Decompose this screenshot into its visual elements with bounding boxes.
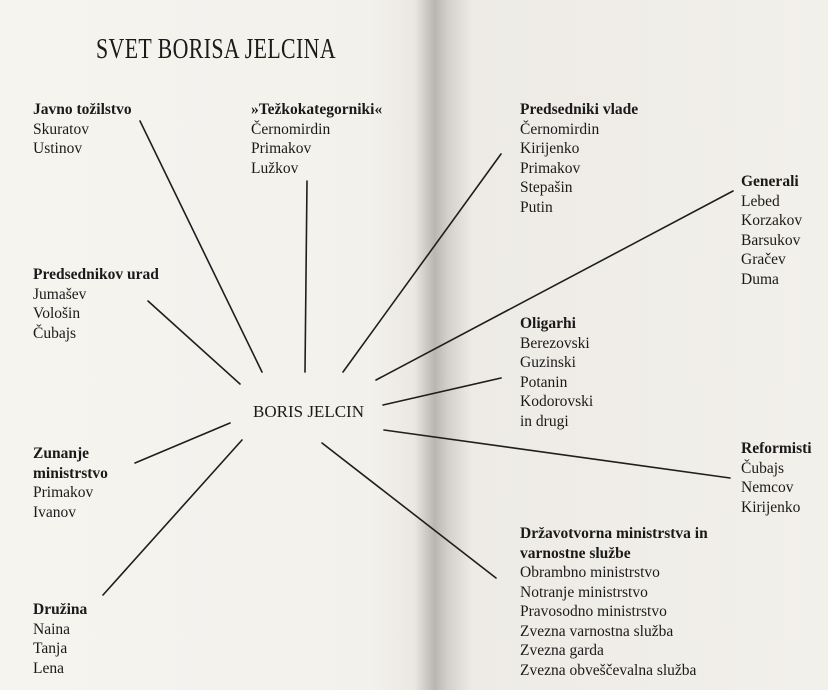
- group-member: Kodorovski: [520, 393, 594, 410]
- group-member: Obrambno ministrstvo: [520, 564, 660, 581]
- group-predsedniki-vlade: [520, 100, 638, 217]
- group-member: Ustinov: [33, 140, 83, 157]
- group-predsednikov-urad: [33, 265, 159, 343]
- group-member: Zvezna obveščevalna služba: [520, 661, 697, 679]
- group-member: Kirijenko: [520, 140, 580, 157]
- group-heading: Predsedniki vlade: [520, 101, 639, 118]
- group-member: Černomirdin: [520, 120, 600, 138]
- group-member: Jumašev: [33, 285, 87, 303]
- group-member: Černomirdin: [251, 120, 331, 138]
- group-member: Vološin: [33, 305, 81, 322]
- group-oligarhi: [520, 314, 593, 431]
- group-member: Putin: [520, 198, 553, 216]
- group-member: Notranje ministrstvo: [520, 583, 648, 601]
- group-member: Lena: [33, 659, 64, 677]
- group-member: Naina: [33, 620, 71, 638]
- group-member: Lebed: [741, 192, 780, 210]
- group-reformisti: [741, 439, 812, 517]
- group-member: Stepašin: [520, 179, 573, 196]
- group-member: Zvezna garda: [520, 642, 604, 659]
- connector-drzavotvorna: [322, 443, 496, 578]
- group-tezkokategorniki: [251, 100, 382, 178]
- group-member: Guzinski: [520, 354, 576, 371]
- group-member: Pravosodno ministrstvo: [520, 603, 667, 620]
- group-member: Ivanov: [33, 503, 77, 521]
- group-member: Barsukov: [741, 231, 801, 249]
- connector-predsednikov-urad: [148, 301, 240, 384]
- group-heading: Zunanje ministrstvo: [33, 445, 108, 482]
- connector-oligarhi: [383, 378, 501, 405]
- group-javno-tozilstvo: [33, 100, 132, 159]
- group-heading: Javno tožilstvo: [33, 101, 132, 118]
- group-member: Primakov: [251, 140, 312, 157]
- group-heading: Oligarhi: [520, 315, 576, 332]
- group-member: Kirijenko: [741, 498, 801, 516]
- group-member: Duma: [741, 270, 779, 288]
- group-heading: Predsednikov urad: [33, 266, 159, 283]
- group-member: Skuratov: [33, 120, 89, 138]
- group-heading: Generali: [741, 173, 799, 190]
- group-member: Tanja: [33, 640, 68, 657]
- diagram-title: SVET BORISA JELCINA: [96, 34, 336, 65]
- connector-predsedniki-vlade: [343, 154, 501, 372]
- group-member: Primakov: [33, 484, 94, 501]
- group-heading: Državotvorna ministrstva in varnostne službe: [520, 525, 708, 562]
- connector-reformisti: [384, 430, 730, 478]
- center-node: BORIS JELCIN: [253, 402, 364, 421]
- group-member: Čubajs: [741, 459, 785, 477]
- group-zunanje-ministrstvo: [33, 444, 153, 522]
- group-heading: »Težkokategorniki«: [251, 101, 383, 118]
- connector-tezkokategorniki: [305, 181, 307, 372]
- group-druzina: [33, 600, 87, 678]
- group-member: Korzakov: [741, 212, 803, 229]
- group-drzavotvorna-ministrstva: [520, 524, 730, 680]
- group-member: Zvezna varnostna služba: [520, 622, 674, 640]
- group-generali: [741, 172, 802, 289]
- group-heading: Reformisti: [741, 440, 812, 457]
- group-member: Berezovski: [520, 334, 590, 352]
- group-member: Nemcov: [741, 479, 794, 496]
- group-member: Lužkov: [251, 159, 299, 177]
- group-member: Potanin: [520, 373, 568, 391]
- group-heading: Družina: [33, 601, 88, 618]
- group-member: Gračev: [741, 251, 786, 268]
- group-member: Čubajs: [33, 324, 77, 342]
- group-member: Primakov: [520, 159, 581, 177]
- group-member: in drugi: [520, 412, 569, 430]
